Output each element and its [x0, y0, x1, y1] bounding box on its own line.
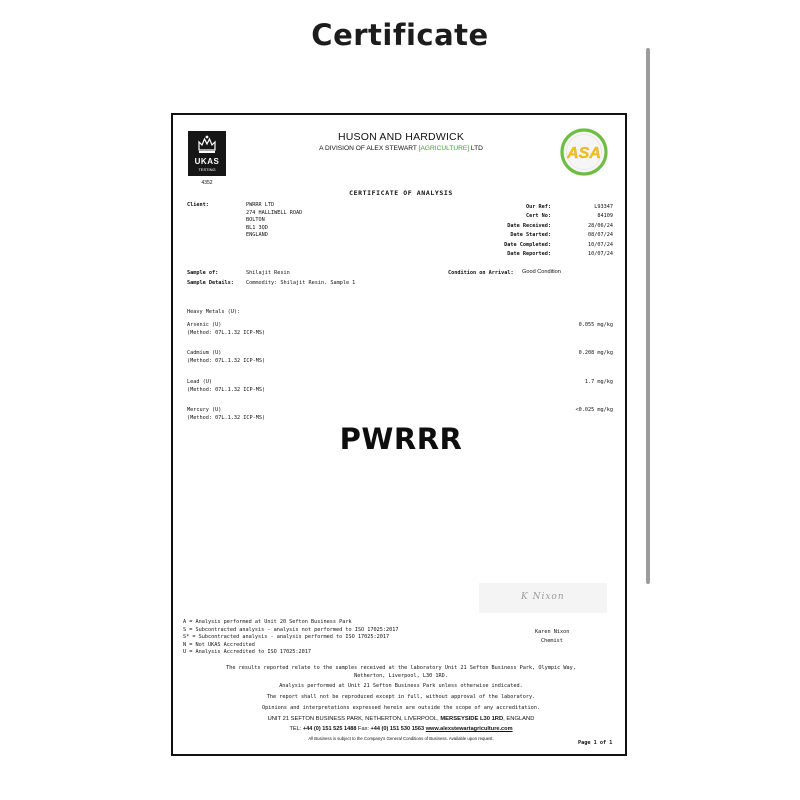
ref-label: Date Completed: [504, 241, 551, 248]
tel-number: +44 (0) 151 525 1488 [302, 726, 357, 732]
note-reproduced: The report shall not be reproduced except in full, without approval of the laboratory. [266, 694, 536, 700]
result-row [187, 350, 613, 365]
analyte-name: Lead (U) [187, 379, 212, 385]
note-opinions: Opinions and interpretations expressed herein are outside the scope of any accreditation. [262, 705, 540, 711]
page-number: Page 1 of 1 [578, 740, 613, 746]
analyte-method: (Method: 07L.1.32 ICP-MS) [187, 357, 266, 364]
ref-row [473, 204, 613, 213]
legend-line: U = Analysis Accredited to ISO 17025:2017 [183, 649, 312, 656]
division-green: [AGRICULTURE] [418, 145, 470, 152]
ref-row [473, 232, 613, 241]
heavy-metals-heading: Heavy Metals (U): [187, 309, 241, 315]
page-heading: Certificate [311, 18, 489, 52]
condition-label: Condition on Arrival: [448, 270, 514, 276]
ref-row [473, 223, 613, 232]
website-link[interactable]: www.alexstewartagriculture.com [425, 726, 513, 732]
client-line: PWRRR LTD [246, 202, 275, 208]
client-line: BL1 3QD [246, 224, 268, 231]
ref-label: Date Started: [510, 232, 551, 239]
footer-address [173, 716, 629, 722]
analyte-value: <0.025 mg/kg [575, 407, 613, 413]
client-address [246, 202, 302, 240]
legend-line: S* = Subcontracted analysis - analysis performed to ISO 17025:2017 [183, 634, 390, 641]
sample-details-value: Commodity: Shilajit Resin. Sample 1 [246, 280, 356, 286]
note-received [173, 665, 629, 680]
asa-logo-text: ASA [567, 145, 601, 162]
analyte-method: (Method: 07L.1.32 ICP-MS) [187, 329, 266, 336]
client-line: 274 HALLIWELL ROAD [246, 209, 303, 216]
ref-label: Cert No: [526, 213, 551, 220]
client-label: Client: [187, 202, 209, 208]
client-line: BOLTON [246, 217, 265, 224]
ref-value: 10/07/24 [588, 250, 613, 257]
certificate-document [171, 113, 627, 756]
legend-line: A = Analysis performed at Unit 20 Sefton Business Park [183, 619, 352, 625]
ref-value: 84109 [597, 213, 613, 220]
ref-value: 08/07/24 [588, 232, 613, 239]
reference-details [473, 204, 613, 260]
ref-value: L93347 [594, 204, 613, 210]
analyte-method: (Method: 07L.1.32 ICP-MS) [187, 414, 266, 421]
ref-label: Date Reported: [507, 250, 551, 257]
ref-label: Our Ref: [526, 204, 551, 210]
sample-of-label: Sample of: [187, 270, 219, 276]
signatory-title: Chemist [541, 638, 563, 644]
ukas-sub: TESTING [198, 167, 216, 172]
ukas-number: 4352 [201, 180, 213, 186]
fax-number: +44 (0) 151 530 1563 [370, 726, 425, 732]
analyte-value: 1.7 mg/kg [584, 379, 613, 385]
tel-label: TEL: [289, 726, 303, 732]
ref-row [473, 213, 613, 222]
scrollbar[interactable] [646, 48, 650, 584]
ukas-brand: UKAS [194, 157, 220, 166]
condition-value: Good Condition [522, 269, 561, 275]
accreditation-legend [183, 619, 399, 657]
result-row [187, 322, 613, 337]
legend-line: S = Subcontracted analysis - analysis not performed to ISO 17025:2017 [183, 626, 399, 633]
footer-terms: All Business is subject to the Company's General Conditions of Business. Available upon request. [308, 736, 494, 741]
result-row [187, 379, 613, 394]
document-title: CERTIFICATE OF ANALYSIS [349, 189, 453, 197]
fax-label: Fax: [356, 726, 371, 732]
ref-label: Date Received: [507, 222, 551, 229]
note-line: The results reported relate to the samples received at the laboratory Unit 21 Sefton Business Park, Olympic Way, [226, 665, 576, 671]
company-name: HUSON AND HARDWICK [337, 131, 465, 143]
analyte-name: Cadmium (U) [187, 350, 222, 356]
result-row [187, 407, 613, 422]
sample-of-value: Shilajit Resin [246, 270, 290, 276]
note-line: Netherton, Liverpool, L30 1RD. [354, 672, 448, 679]
analyte-name: Mercury (U) [187, 407, 222, 413]
sample-details-label: Sample Details: [187, 280, 234, 286]
ref-value: 10/07/24 [588, 241, 613, 248]
address-pre: UNIT 21 SEFTON BUSINESS PARK, NETHERTON, LIVERPOOL, [267, 716, 441, 722]
analyte-value: 0.208 mg/kg [578, 350, 613, 356]
division-pre: A DIVISION OF ALEX STEWART [319, 145, 419, 152]
ref-row [473, 242, 613, 251]
analyte-method: (Method: 07L.1.32 ICP-MS) [187, 386, 266, 393]
analyte-value: 0.055 mg/kg [578, 322, 613, 328]
asa-logo-icon [558, 128, 610, 176]
signatory-name: Karen Nixon [535, 629, 570, 635]
client-line: ENGLAND [246, 232, 268, 239]
address-post: , ENGLAND [503, 716, 535, 722]
legend-line: N = Not UKAS Accredited [183, 641, 255, 648]
address-bold: MERSEYSIDE L30 1RD [440, 716, 504, 722]
division-post: LTD [469, 145, 483, 152]
footer-contact [173, 726, 629, 732]
ref-value: 28/06/24 [588, 222, 613, 229]
signature: K Nixon [521, 592, 565, 602]
analyte-name: Arsenic (U) [187, 322, 222, 328]
brand-watermark: PWRRR [339, 422, 463, 456]
ref-row [473, 251, 613, 260]
note-performed: Analysis performed at Unit 21 Sefton Business Park unless otherwise indicated. [279, 683, 523, 689]
